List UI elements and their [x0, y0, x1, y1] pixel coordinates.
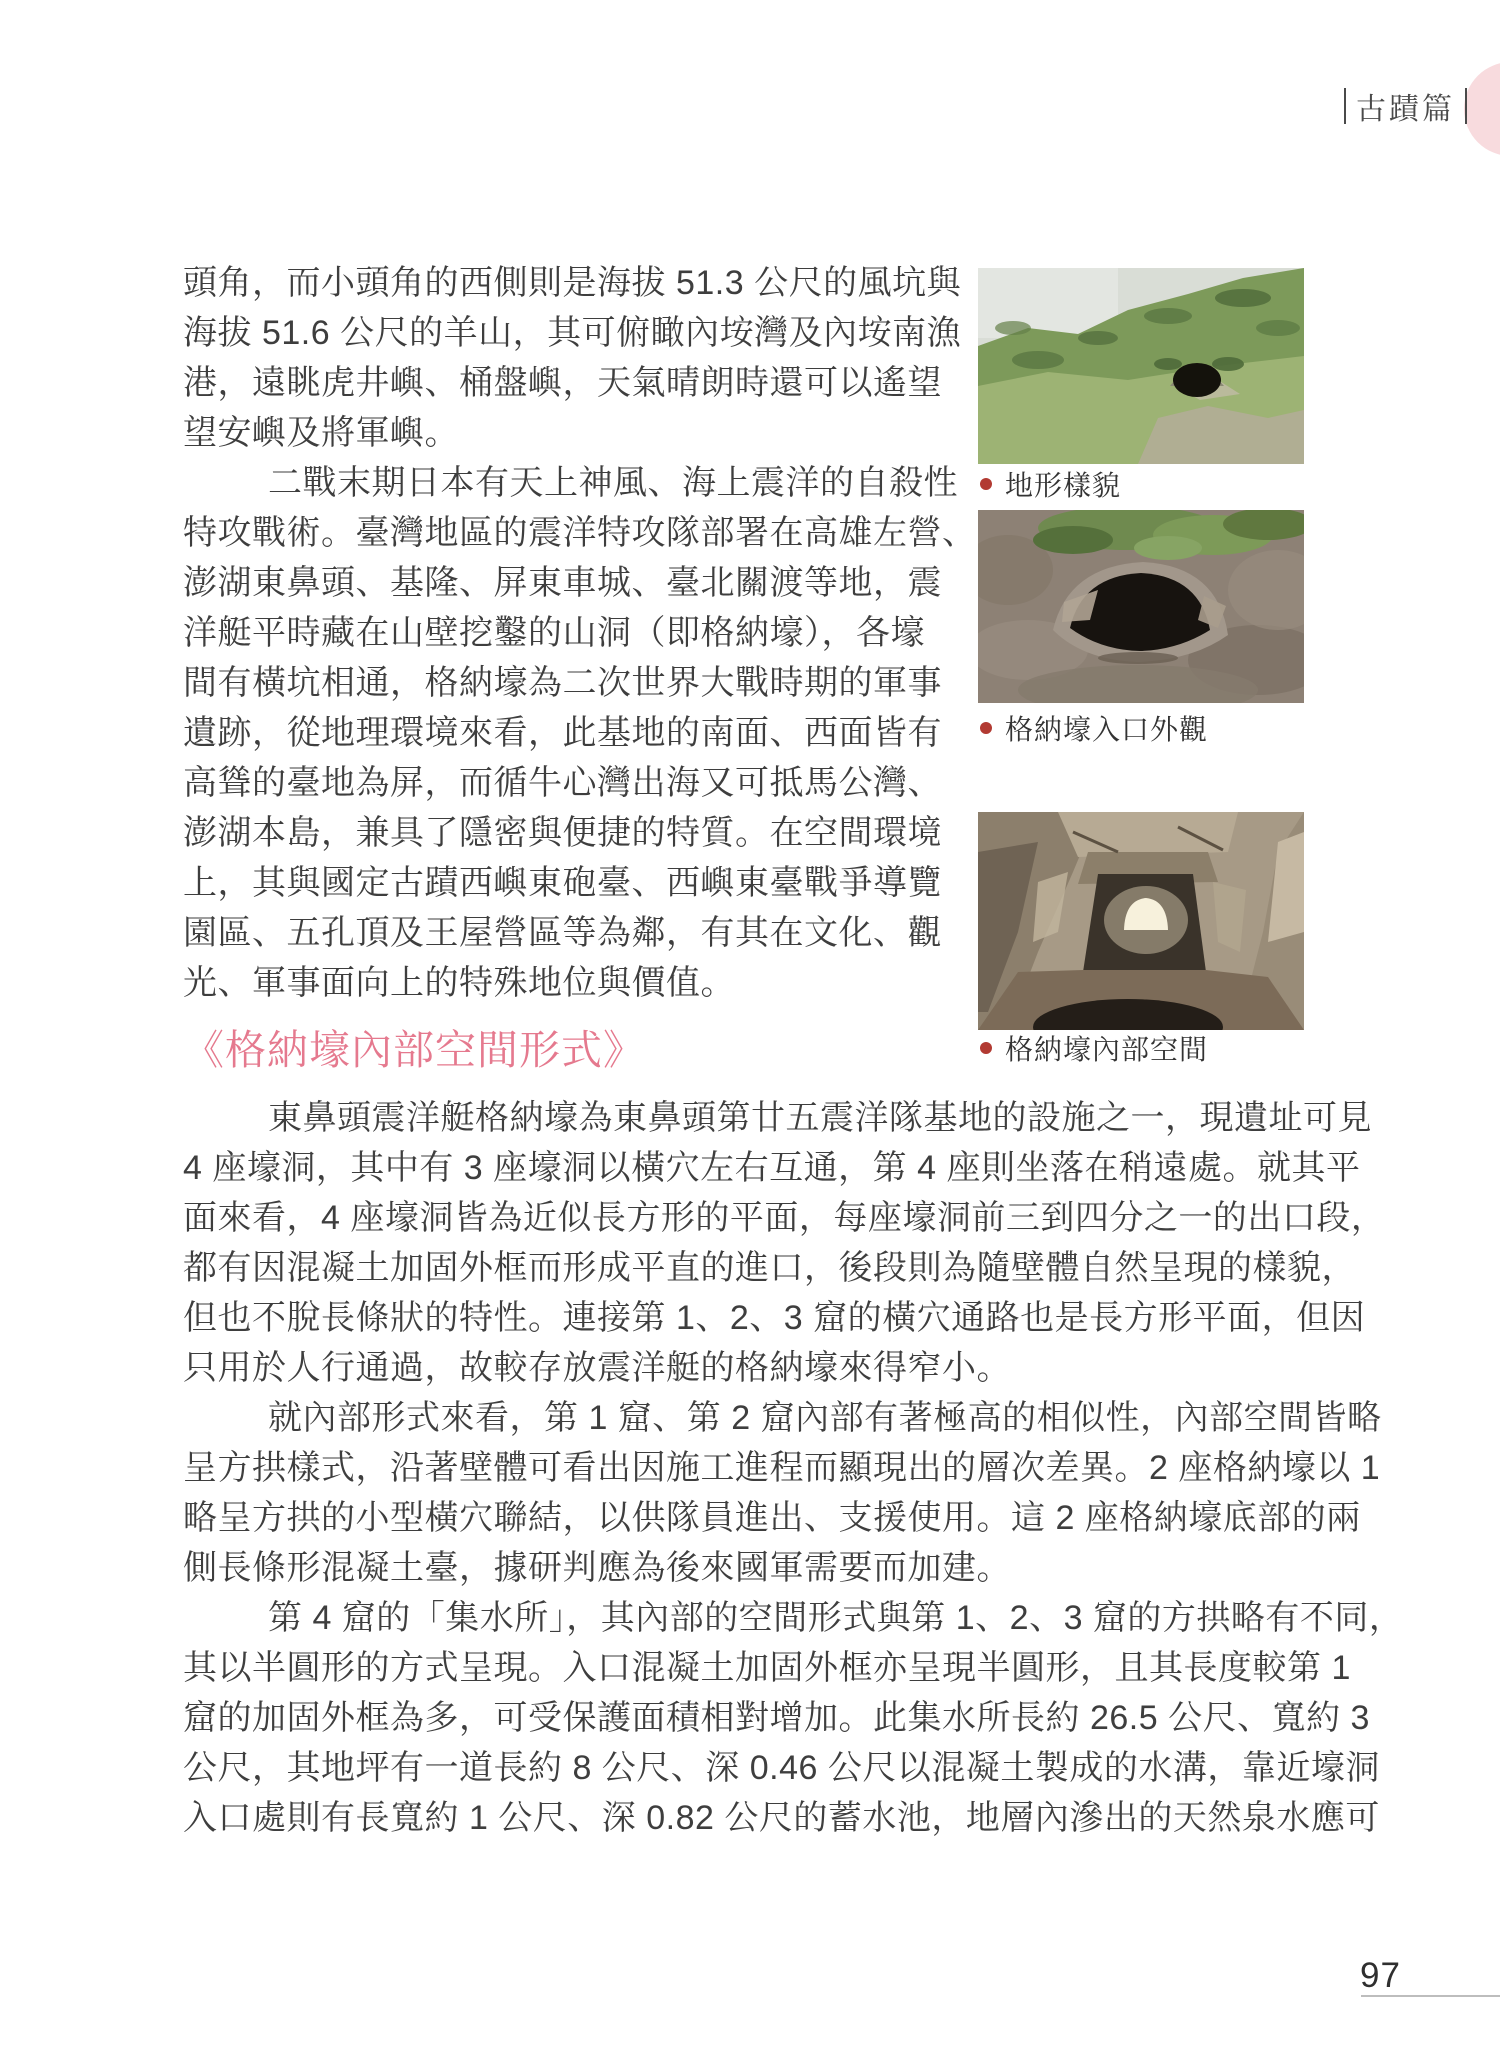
left-text-column — [183, 258, 983, 1008]
body-line: 公尺，其地坪有一道長約 8 公尺、深 0.46 公尺以混凝土製成的水溝，靠近壕洞 — [183, 1749, 1380, 1787]
caption-entrance-label: 格納壕入口外觀 — [1005, 714, 1209, 745]
body-line: 呈方拱樣式，沿著壁體可看出因施工進程而顯現出的層次差異。2 座格納壕以 1 — [183, 1449, 1381, 1487]
photo-terrain-image — [978, 268, 1304, 464]
body-line: 特攻戰術。臺灣地區的震洋特攻隊部署在高雄左營、 — [183, 514, 977, 552]
body-line: 東鼻頭震洋艇格納壕為東鼻頭第廿五震洋隊基地的設施之一，現遺址可見 — [268, 1099, 1372, 1137]
caption-interior — [980, 1030, 1208, 1066]
footer-rule — [1361, 1995, 1500, 1997]
body-line: 光、軍事面向上的特殊地位與價值。 — [183, 964, 735, 1002]
caption-bullet-icon — [980, 478, 992, 490]
body-line: 頭角，而小頭角的西側則是海拔 51.3 公尺的風坑與 — [183, 264, 962, 302]
body-line: 二戰末期日本有天上神風、海上震洋的自殺性 — [268, 464, 958, 502]
body-line: 都有因混凝土加固外框而形成平直的進口，後段則為隨壁體自然呈現的樣貌， — [183, 1249, 1356, 1287]
body-line: 高聳的臺地為屏，而循牛心灣出海又可抵馬公灣、 — [183, 764, 942, 802]
body-line: 其以半圓形的方式呈現。入口混凝土加固外框亦呈現半圓形，且其長度較第 1 — [183, 1649, 1351, 1687]
body-line: 上，其與國定古蹟西嶼東砲臺、西嶼東臺戰爭導覽 — [183, 864, 942, 902]
full-width-text-column — [183, 1093, 1404, 1843]
chapter-tag-label: 古蹟篇 — [1356, 93, 1455, 126]
body-line: 澎湖東鼻頭、基隆、屏東車城、臺北關渡等地，震 — [183, 564, 942, 602]
photo-terrain — [978, 268, 1304, 464]
body-line: 窟的加固外框為多，可受保護面積相對增加。此集水所長約 26.5 公尺、寬約 3 — [183, 1699, 1370, 1737]
body-line: 遺跡，從地理環境來看，此基地的南面、西面皆有 — [183, 714, 942, 752]
body-line: 但也不脫長條狀的特性。連接第 1、2、3 窟的橫穴通路也是長方形平面，但因 — [183, 1299, 1366, 1337]
body-line: 澎湖本島，兼具了隱密與便捷的特質。在空間環境 — [183, 814, 942, 852]
photo-entrance-image — [978, 510, 1304, 703]
body-line: 海拔 51.6 公尺的羊山，其可俯瞰內垵灣及內垵南漁 — [183, 314, 962, 352]
body-line: 4 座壕洞，其中有 3 座壕洞以橫穴左右互通，第 4 座則坐落在稍遠處。就其平 — [183, 1149, 1361, 1187]
section-heading: 《格納壕內部空間形式》 — [183, 1027, 645, 1073]
body-line: 港，遠眺虎井嶼、桶盤嶼，天氣晴朗時還可以遙望 — [183, 364, 942, 402]
caption-interior-label: 格納壕內部空間 — [1005, 1034, 1209, 1065]
caption-terrain-label: 地形樣貌 — [1005, 470, 1122, 501]
photo-interior-image — [978, 812, 1304, 1030]
caption-bullet-icon — [980, 1042, 992, 1054]
body-line: 只用於人行通過，故較存放震洋艇的格納壕來得窄小。 — [183, 1349, 1011, 1387]
chapter-tag — [1344, 84, 1467, 128]
body-line: 側長條形混凝土臺，據研判應為後來國軍需要而加建。 — [183, 1549, 1011, 1587]
caption-entrance — [980, 710, 1208, 746]
body-line: 園區、五孔頂及王屋營區等為鄰，有其在文化、觀 — [183, 914, 942, 952]
caption-bullet-icon — [980, 722, 992, 734]
caption-terrain — [980, 466, 1121, 502]
page-number: 97 — [1360, 1956, 1401, 1995]
body-line: 就內部形式來看，第 1 窟、第 2 窟內部有著極高的相似性，內部空間皆略 — [268, 1399, 1382, 1437]
body-line: 間有橫坑相通，格納壕為二次世界大戰時期的軍事 — [183, 664, 942, 702]
corner-pink-circle-decoration — [1464, 62, 1500, 156]
photo-interior — [978, 812, 1304, 1030]
body-line: 洋艇平時藏在山壁挖鑿的山洞（即格納壕），各壕 — [183, 614, 925, 652]
chapter-tag-left-bar — [1344, 88, 1346, 124]
body-line: 略呈方拱的小型橫穴聯結，以供隊員進出、支援使用。這 2 座格納壕底部的兩 — [183, 1499, 1361, 1537]
body-line: 第 4 窟的「集水所」，其內部的空間形式與第 1、2、3 窟的方拱略有不同， — [268, 1599, 1404, 1637]
body-line: 面來看，4 座壕洞皆為近似長方形的平面，每座壕洞前三到四分之一的出口段， — [183, 1199, 1386, 1237]
body-line: 望安嶼及將軍嶼。 — [183, 414, 459, 452]
photo-entrance — [978, 510, 1304, 703]
body-line: 入口處則有長寬約 1 公尺、深 0.82 公尺的蓄水池，地層內滲出的天然泉水應可 — [183, 1799, 1380, 1837]
chapter-tag-right-bar — [1465, 88, 1467, 124]
